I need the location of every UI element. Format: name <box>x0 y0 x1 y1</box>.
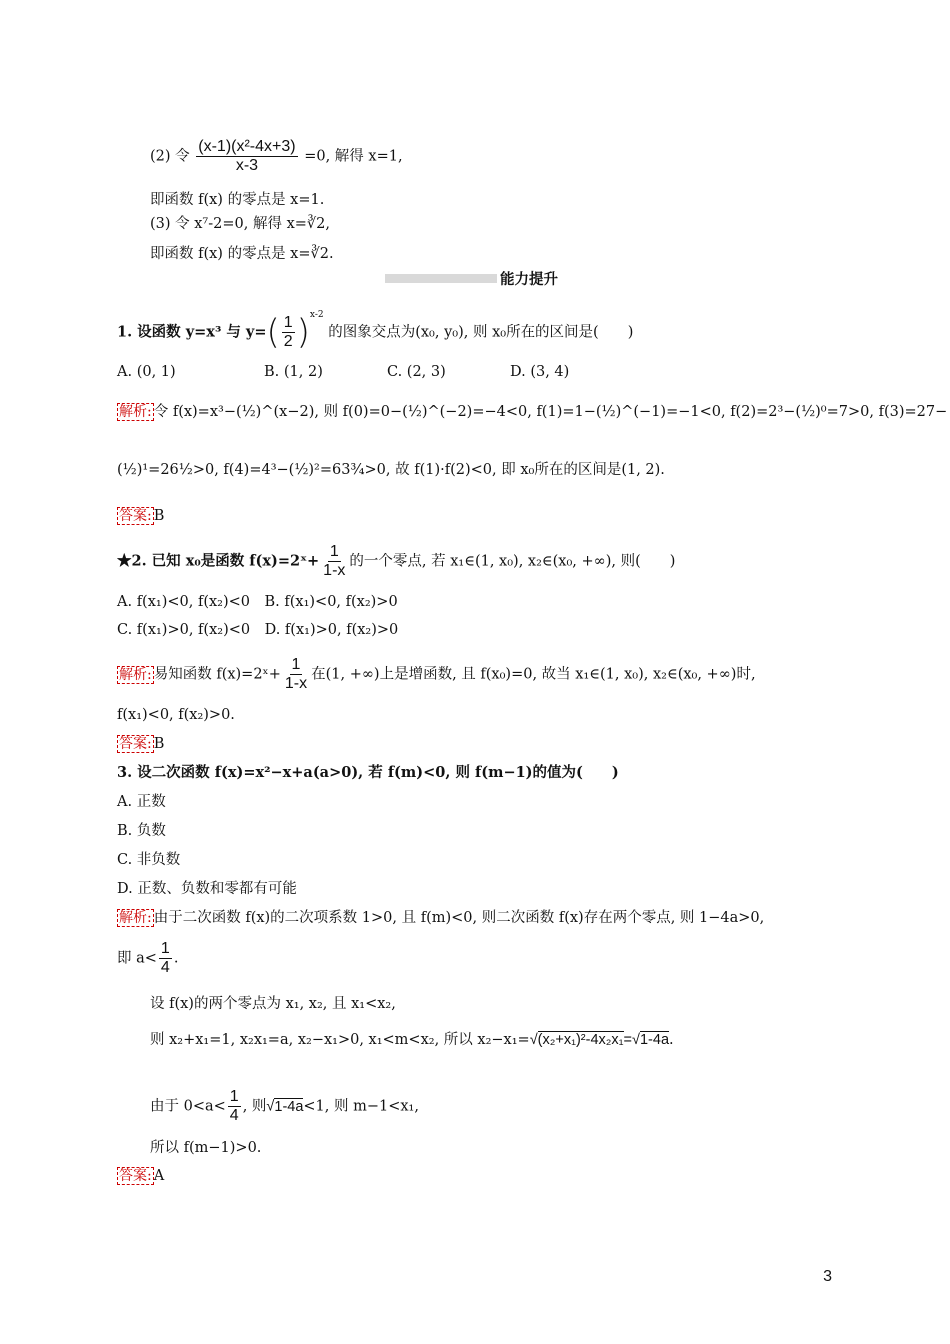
q3-stem: 3. 设二次函数 f(x)=x²−x+a(a>0), 若 f(m)<0, 则 f(m−1)的值为( ) <box>117 764 619 781</box>
q1-stem <box>117 309 634 353</box>
q3-option-d: D. 正数、负数和零都有可能 <box>117 881 297 897</box>
fraction-denominator: 1-x <box>284 675 308 692</box>
q3-option-c: C. 非负数 <box>117 852 181 868</box>
prev-line-2: 即函数 f(x) 的零点是 x=1. <box>150 192 325 208</box>
q1-option-d: D. (3, 4) <box>510 364 570 380</box>
text: ★2. 已知 x₀是函数 f(x)=2ˣ+ <box>117 552 320 570</box>
text: 的一个零点, 若 x₁∈(1, x₀), x₂∈(x₀, +∞), 则( ) <box>349 553 676 570</box>
analysis-label: 解析: <box>119 910 152 926</box>
fraction <box>159 940 172 977</box>
q3-line-6: 所以 f(m−1)>0. <box>150 1140 262 1156</box>
analysis-label: 解析: <box>119 666 152 683</box>
text: 的图象交点为(x₀, y₀), 则 x₀所在的区间是( ) <box>328 324 634 341</box>
analysis-label: 解析: <box>119 404 152 420</box>
q2-analysis-line-1 <box>117 656 756 693</box>
radicand: (x₂+x₁)²-4x₂x₁ <box>537 1032 624 1048</box>
fraction <box>283 656 309 693</box>
text: 即 a< <box>117 950 157 967</box>
paren-close: ) <box>296 312 310 353</box>
q1-analysis-line-1 <box>117 402 947 422</box>
fraction-denominator: 4 <box>160 959 170 976</box>
fraction <box>321 543 347 580</box>
radicand: 1-4a <box>274 1098 304 1115</box>
fraction <box>228 1088 241 1125</box>
q3-analysis-line-2 <box>117 940 178 977</box>
text: =0, 解得 x=1, <box>304 148 403 165</box>
q1-option-c: C. (2, 3) <box>387 364 446 380</box>
text: , 则 <box>242 1098 267 1115</box>
fraction-denominator: 2 <box>283 333 293 350</box>
prev-line-1 <box>150 138 403 175</box>
text: (2) 令 <box>150 148 190 165</box>
q3-line-3: 设 f(x)的两个零点为 x₁, x₂, 且 x₁<x₂, <box>150 996 396 1012</box>
text: 易知函数 f(x)=2ˣ+ <box>153 666 281 683</box>
prev-line-3: (3) 令 x⁷-2=0, 解得 x=∛2, <box>150 216 330 232</box>
radical: √(x₂+x₁)²-4x₂x₁ <box>529 1032 624 1048</box>
radical: √1-4a <box>266 1098 304 1115</box>
q1-answer <box>117 506 164 526</box>
q3-answer <box>117 1166 164 1186</box>
radical: √1-4a <box>632 1032 670 1048</box>
text: . <box>173 950 179 967</box>
answer-value: A <box>153 1168 165 1184</box>
answer-value: B <box>153 508 165 524</box>
paren-open: ( <box>266 312 280 353</box>
text: <1, 则 m−1<x₁, <box>303 1098 419 1115</box>
text: . <box>669 1032 674 1048</box>
q1-analysis-line-2: (½)¹=26½>0, f(4)=4³−(½)²=63¾>0, 故 f(1)·f(2)<0, 即 x₀所在的区间是(1, 2). <box>117 462 665 478</box>
radicand: 1-4a <box>639 1032 670 1048</box>
text: 由于 0<a< <box>150 1098 226 1115</box>
fraction-numerator: 1 <box>283 314 293 331</box>
fraction-numerator: 1 <box>160 940 170 957</box>
q3-analysis-line-1 <box>117 908 764 928</box>
q1-option-a: A. (0, 1) <box>117 364 176 380</box>
text: 1. 设函数 y=x³ 与 y= <box>117 323 267 341</box>
q2-options-row-1: A. f(x₁)<0, f(x₂)<0 B. f(x₁)<0, f(x₂)>0 <box>117 594 398 610</box>
fraction-denominator: 4 <box>229 1107 239 1124</box>
section-bar <box>385 274 497 283</box>
q3-option-b: B. 负数 <box>117 823 166 839</box>
answer-value: B <box>153 736 165 752</box>
fraction-numerator: 1 <box>229 1088 239 1105</box>
section-title: 能力提升 <box>500 271 558 288</box>
q2-analysis-line-2: f(x₁)<0, f(x₂)>0. <box>117 707 235 723</box>
exponent: x-2 <box>309 309 324 320</box>
q2-answer <box>117 734 164 754</box>
fraction-numerator: 1 <box>291 656 301 673</box>
q3-line-5 <box>150 1088 419 1125</box>
answer-label: 答案: <box>119 508 152 524</box>
text: 在(1, +∞)上是增函数, 且 f(x₀)=0, 故当 x₁∈(1, x₀), x₂∈(x₀, +∞)时, <box>311 666 756 683</box>
answer-label: 答案: <box>119 736 152 752</box>
fraction-denominator: x-3 <box>235 157 259 174</box>
text: 由于二次函数 f(x)的二次项系数 1>0, 且 f(m)<0, 则二次函数 f(x)存在两个零点, 则 1−4a>0, <box>153 910 765 926</box>
equals-sign: = <box>623 1032 633 1048</box>
q2-options-row-2: C. f(x₁)>0, f(x₂)<0 D. f(x₁)>0, f(x₂)>0 <box>117 622 399 638</box>
prev-line-4: 即函数 f(x) 的零点是 x=∛2. <box>150 246 334 262</box>
answer-label: 答案: <box>119 1168 152 1184</box>
q1-option-b: B. (1, 2) <box>264 364 323 380</box>
fraction-numerator: (x-1)(x²-4x+3) <box>198 138 296 155</box>
fraction-numerator: 1 <box>329 543 339 560</box>
fraction <box>196 138 297 175</box>
q2-stem <box>117 543 675 580</box>
page-number: 3 <box>823 1268 832 1285</box>
q3-line-4 <box>150 1030 674 1050</box>
fraction-denominator: 1-x <box>323 562 346 579</box>
text: 令 f(x)=x³−(½)^(x−2), 则 f(0)=0−(½)^(−2)=−4<0, f(1)=1−(½)^(−1)=−1<0, f(2)=2³−(½)⁰=7>0, f(3)=27− <box>153 404 948 420</box>
text: 则 x₂+x₁=1, x₂x₁=a, x₂−x₁>0, x₁<m<x₂, 所以 x₂−x₁= <box>150 1032 530 1048</box>
fraction <box>282 314 295 351</box>
q3-option-a: A. 正数 <box>117 794 166 810</box>
